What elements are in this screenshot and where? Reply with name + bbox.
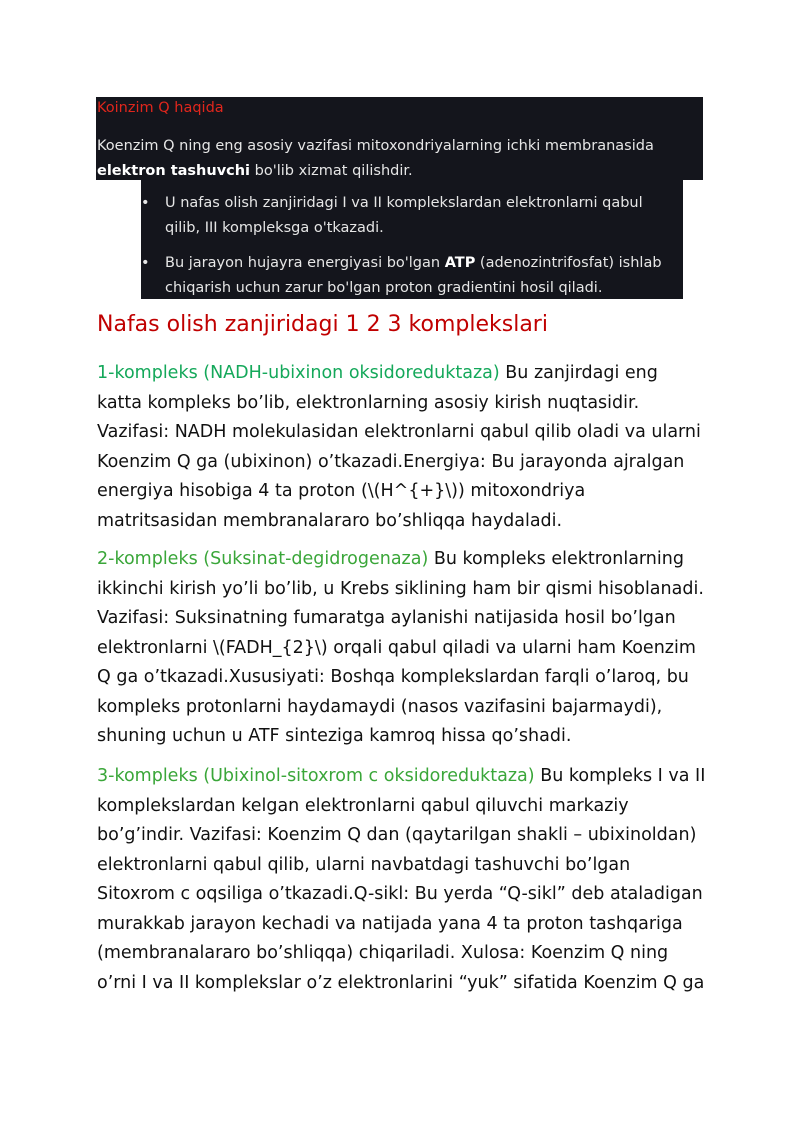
list-item-bold-term: ATP — [444, 255, 476, 271]
complex-3-text: Bu kompleks I va II komplekslardan kelgan elektronlarni qabul qiluvchi markaziy bo’g’indir. Vazifasi: Koenzim Q dan (qaytarilgan shakli – ubixinoldan) elektronlarni qabul qilib, ularni navbatdagi tashuvchi bo’lgan Sitoxrom c oqsiliga o’tkazadi.Q-sikl: Bu yerda “Q-sikl” deb ataladigan murakkab jarayon kechadi va natijada yana 4 ta proton tashqariga (membranalararo bo’shliqqa) chiqariladi. Xulosa: Koenzim Q ning o’rni I va II komplekslar o’z elektronlarini “yuk” sifatida Koenzim Q ga — [97, 766, 706, 993]
list-item — [141, 191, 681, 241]
bullet-icon: • — [141, 195, 150, 211]
complex-1-text: Bu zanjirdagi eng katta kompleks bo’lib, elektronlarning asosiy kirish nuqtasidir. Vazifasi: NADH molekulasidan elektronlarni qabul qilib oladi va ularni Koenzim Q ga (ubixinon) o’tkazadi.Energiya: Bu jarayonda ajralgan energiya hisobiga 4 ta proton (\(H^{+}\)) mitoxondriya matritsasidan membranalararo bo’shliqqa haydaladi. — [97, 363, 701, 531]
intro-text-end: bo'lib xizmat qilishdir. — [250, 163, 413, 179]
complex-2-label: 2-kompleks (Suksinat-degidrogenaza) — [97, 549, 429, 569]
section-heading: Nafas olish zanjiridagi 1 2 3 komplekslari — [97, 312, 548, 337]
complex-1-paragraph — [97, 359, 707, 536]
list-item-text: U nafas olish zanjiridagi I va II komplekslardan elektronlarni qabul qilib, III kompleksga o'tkazadi. — [165, 195, 643, 236]
list-item — [141, 251, 681, 301]
complex-2-paragraph — [97, 545, 707, 752]
bullet-icon: • — [141, 255, 150, 271]
complex-1-label: 1-kompleks (NADH-ubixinon oksidoreduktaza) — [97, 363, 500, 383]
info-box-list — [141, 191, 681, 311]
complex-3-label: 3-kompleks (Ubixinol-sitoxrom c oksidoreduktaza) — [97, 766, 535, 786]
complex-3-paragraph — [97, 762, 707, 998]
info-box-title: Koinzim Q haqida — [97, 100, 224, 116]
list-item-text-end: (adenozintrifosfat) ishlab chiqarish uchun zarur bo'lgan proton gradientini hosil qiladi. — [165, 255, 662, 296]
list-item-text: Bu jarayon hujayra energiyasi bo'lgan — [165, 255, 445, 271]
intro-text: Koenzim Q ning eng asosiy vazifasi mitoxondriyalarning ichki membranasida — [97, 138, 654, 154]
complex-2-text: Bu kompleks elektronlarning ikkinchi kirish yo’li bo’lib, u Krebs siklining ham bir qismi hisoblanadi. Vazifasi: Suksinatning fumaratga aylanishi natijasida hosil bo’lgan elektronlarni \(FADH_{2}\) orqali qabul qiladi va ularni ham Koenzim Q ga o’tkazadi.Xususiyati: Boshqa komplekslardan farqli o’laroq, bu kompleks protonlarni haydamaydi (nasos vazifasini bajarmaydi), shuning uchun u ATF sinteziga kamroq hissa qo’shadi. — [97, 549, 704, 746]
intro-bold-term: elektron tashuvchi — [97, 163, 251, 179]
info-box-intro — [97, 134, 697, 184]
